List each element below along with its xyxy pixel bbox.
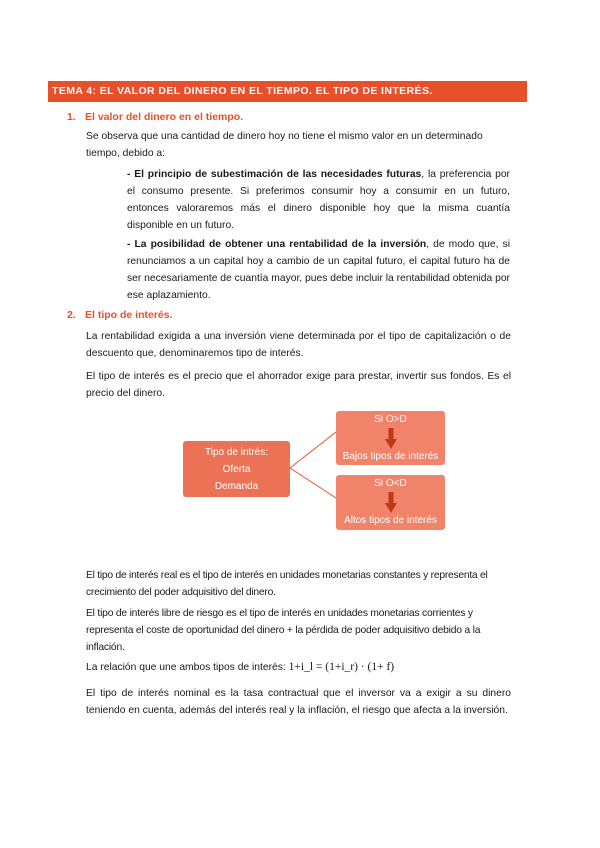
high-rates-result: Altos tipos de interés (344, 515, 437, 526)
demand-greater-box (336, 475, 445, 530)
paragraph-rentabilidad: La rentabilidad exigida a una inversión viene determinada por el tipo de capitalización o de descuento que, denominaremos tipo de interés. (86, 331, 511, 359)
paragraph-libre-riesgo: El tipo de interés libre de riesgo es el tipo de interés en unidades monetarias corrientes y representa el coste de oportunidad del dinero + la pérdida de poder adquisitivo debido a la inflación. (86, 608, 481, 653)
supply-greater-box (336, 411, 445, 465)
bullet-1-bold: - El principio de subestimación de las necesidades futuras (127, 169, 422, 180)
chapter-title-banner: TEMA 4: EL VALOR DEL DINERO EN EL TIEMPO. EL TIPO DE INTERÉS. (48, 81, 527, 102)
bullet-1-text: , la preferencia por el consumo presente. Si preferimos consumir hoy a consumir en un futuro, entonces valoraremos más el dinero disponible hoy que la misma cuantía disponible en un futuro. (127, 169, 510, 231)
relation-line (86, 659, 516, 676)
section-1-number: 1. (67, 111, 76, 123)
supply-greater-condition: Si O>D (374, 414, 407, 425)
arrow-down-icon (385, 492, 397, 514)
main-box-line-2: Oferta (222, 464, 251, 475)
section-2-title: El tipo de interés. (85, 309, 173, 321)
fisher-formula: 1+i_l = (1+i_r) · (1+ f) (288, 661, 395, 673)
section-1-intro: Se observa que una cantidad de dinero hoy no tiene el mismo valor en un determinado tiempo, debido a: (86, 131, 483, 159)
paragraph-interes-real: El tipo de interés real es el tipo de interés en unidades monetarias constantes y representa el crecimiento del poder adquisitivo del dinero. (86, 570, 488, 598)
bullet-2-bold: - La posibilidad de obtener una rentabilidad de la inversión (127, 239, 427, 250)
section-1-title: El valor del dinero en el tiempo. (85, 111, 244, 123)
demand-greater-condition: Si O<D (374, 478, 407, 489)
section-2-number: 2. (67, 309, 76, 321)
paragraph-precio-dinero: El tipo de interés es el precio que el ahorrador exige para prestar, invertir sus fondos. Es el precio del dinero. (86, 371, 511, 399)
main-box-line-3: Demanda (214, 481, 259, 492)
arrow-down-icon (385, 428, 397, 450)
paragraph-interes-nominal: El tipo de interés nominal es la tasa contractual que el inversor va a exigir a su dinero teniendo en cuenta, además del interés real y la inflación, el riesgo que afecta a la inversión. (86, 688, 511, 716)
low-rates-result: Bajos tipos de interés (342, 451, 439, 462)
interest-rate-box (183, 441, 290, 497)
relation-label: La relación que une ambos tipos de interés: (86, 662, 286, 673)
bullet-2-text: , de modo que, si renunciamos a un capital hoy a cambio de un capital futuro, el capital futuro ha de ser necesariamente de cuantía mayor, pues debe incluir la rentabilidad obtenida por ese aplazamiento. (127, 239, 510, 301)
main-box-line-1: Tipo de intrés: (205, 447, 268, 458)
